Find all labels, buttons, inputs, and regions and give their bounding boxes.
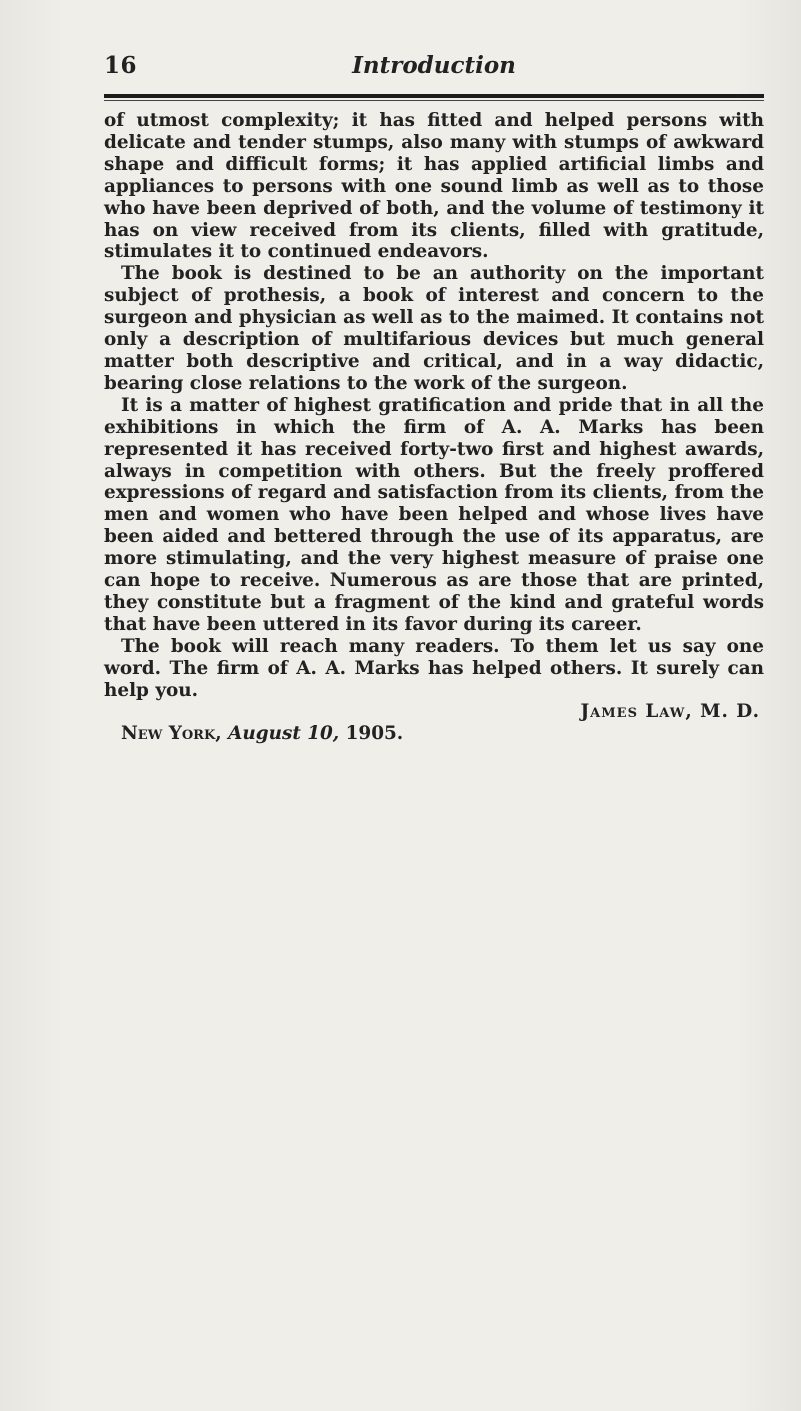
header-rule-thick [104,94,764,98]
paragraph-awards: It is a matter of highest gratification and pride that in all the exhibitions in which the firm of A. A. Marks has been represented it has received forty-two first and highest awards, always in competition with others. But the freely proffered expressions of regard and satisfaction from its clients, from the men and women who have been helped and whose lives have been aided and bettered through the use of its apparatus, are more stimulating, and the very highest measure of praise one can hope to receive. Numerous as are those that are printed, they constitute but a fragment of the kind and grateful words that have been uttered in its favor during its career. [104,394,764,635]
running-head: Introduction [352,52,516,79]
body-text [104,110,764,745]
paragraph-book-authority: The book is destined to be an authority on the important subject of prothesis, a book of interest and concern to the surgeon and physician as well as to the maimed. It contains not only a description of multifarious devices but much general matter both descriptive and critical, and in a way didactic, bearing close relations to the work of the surgeon. [104,263,764,394]
dateline-place: New York, [121,723,222,745]
header-rule-thin [104,100,764,101]
author-signature: James Law, M. D. [580,701,760,723]
dateline-month-day: August 10, [228,723,340,745]
page-number: 16 [104,52,138,79]
paragraph-closing: The book will reach many readers. To them let us say one word. The firm of A. A. Marks has helped others. It surely can help you. [104,635,764,701]
paragraph-continuation: of utmost complexity; it has fitted and helped persons with delicate and tender stumps, also many with stumps of awkward shape and difficult forms; it has applied artificial limbs and appliances to persons with one sound limb as well as to those who have been deprived of both, and the volume of testimony it has on view received from its clients, filled with gratitude, stimulates it to continued endeavors. [104,110,764,263]
dateline [104,723,764,745]
dateline-year: 1905. [345,723,404,745]
page-header [104,52,764,88]
